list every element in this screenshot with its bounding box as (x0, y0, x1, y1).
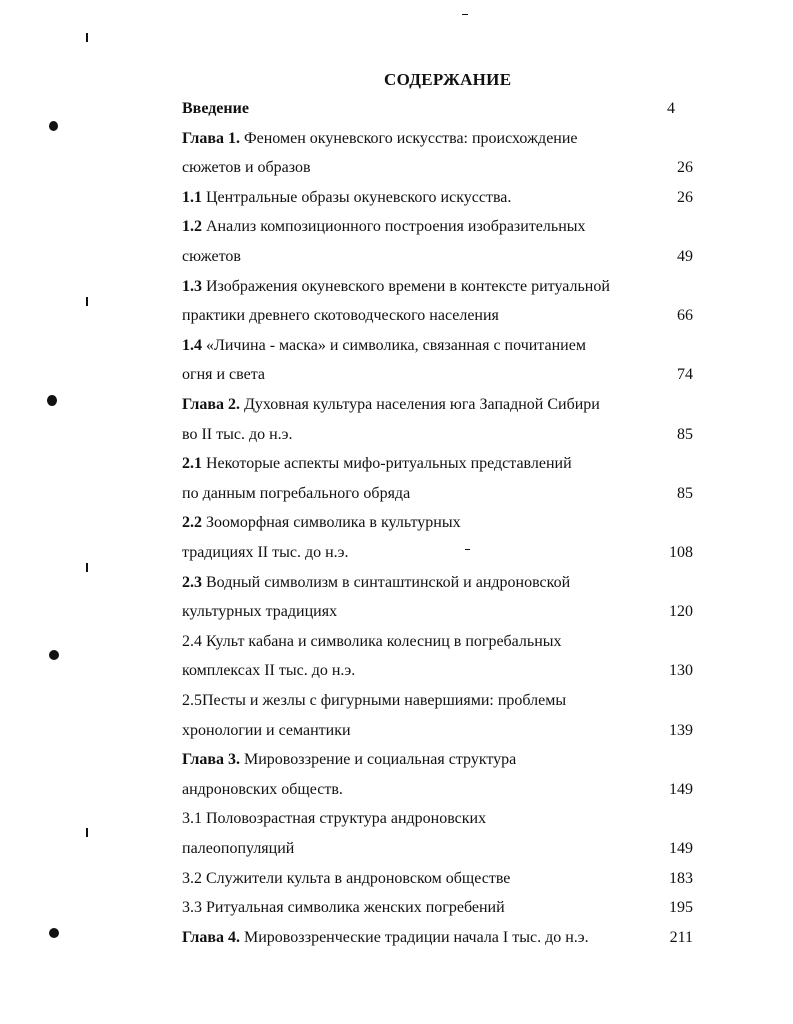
toc-entry-text: Феномен окуневского искусства: происхождение (240, 130, 578, 147)
toc-page-number: 120 (669, 603, 693, 620)
toc-entry-text: комплексах II тыс. до н.э. (182, 662, 356, 679)
toc-page-number: 4 (667, 100, 675, 117)
toc-entry-text: культурных традициях (182, 603, 338, 620)
scan-mark (86, 297, 88, 306)
toc-entry-line (182, 513, 461, 533)
toc-page-number: 85 (677, 485, 693, 502)
toc-entry-text: «Личина - маска» и символика, связанная с почитанием (202, 337, 586, 354)
toc-entry-line (182, 454, 572, 474)
toc-entry-number: 1.3 (182, 278, 202, 295)
punch-hole-mark (49, 121, 58, 131)
toc-entry-line (182, 780, 343, 800)
toc-entry-line (182, 869, 510, 889)
toc-entry-line (182, 217, 586, 237)
toc-entry-text: 3.3 Ритуальная символика женских погребений (182, 899, 505, 916)
toc-entry-line (182, 99, 249, 119)
toc-page-number: 26 (677, 159, 693, 176)
toc-entry-text: 2.5Песты и жезлы с фигурными навершиями: проблемы (182, 692, 567, 709)
scan-mark (462, 14, 468, 15)
toc-page-number: 211 (669, 929, 693, 946)
toc-page-number: 85 (677, 426, 693, 443)
toc-entry-line (182, 839, 294, 859)
toc-page-number: 49 (677, 248, 693, 265)
toc-entry-line (182, 573, 570, 593)
toc-page-number: 74 (677, 366, 693, 383)
punch-hole-mark (49, 928, 59, 938)
toc-entry-text: Зооморфная символика в культурных (202, 514, 461, 531)
toc-entry-text: андроновских обществ. (182, 781, 343, 798)
toc-entry-line (182, 632, 562, 652)
toc-entry-line (182, 602, 337, 622)
scan-mark (465, 549, 470, 550)
toc-entry-line (182, 365, 265, 385)
toc-entry-line (182, 247, 241, 267)
scan-mark (86, 828, 88, 837)
toc-entry-text: огня и света (182, 366, 265, 383)
toc-entry-text: Мировоззренческие традиции начала I тыс. до н.э. (240, 929, 589, 946)
toc-entry-number: 1.2 (182, 218, 202, 235)
toc-entry-line (182, 306, 499, 326)
toc-page-number: 149 (669, 781, 693, 798)
toc-entry-text: традициях II тыс. до н.э. (182, 544, 349, 561)
toc-entry-text: Водный символизм в синташтинской и андроновской (202, 574, 571, 591)
toc-page-number: 66 (677, 307, 693, 324)
toc-page-number: 183 (669, 870, 693, 887)
scan-mark (86, 33, 88, 42)
toc-entry-text: 3.1 Половозрастная структура андроновских (182, 810, 487, 827)
toc-entry-number: Глава 4. (182, 929, 240, 946)
toc-page-number: 139 (669, 722, 693, 739)
toc-entry-line (182, 395, 600, 415)
toc-entry-line (182, 277, 610, 297)
toc-entry-number: 1.4 (182, 337, 202, 354)
toc-entry-text: 3.2 Служители культа в андроновском обществе (182, 870, 511, 887)
toc-entry-text: Изображения окуневского времени в контексте ритуальной (202, 278, 610, 295)
toc-entry-number: Введение (182, 100, 249, 117)
toc-entry-text: Анализ композиционного построения изобразительных (202, 218, 586, 235)
toc-title: СОДЕРЖАНИЕ (384, 70, 512, 89)
toc-entry-line (182, 928, 589, 948)
toc-entry-text: сюжетов (182, 248, 241, 265)
toc-entry-line (182, 158, 311, 178)
toc-entry-line (182, 691, 566, 711)
toc-entry-line (182, 721, 351, 741)
toc-entry-line (182, 543, 349, 563)
toc-entry-text: во II тыс. до н.э. (182, 426, 293, 443)
toc-entry-line (182, 750, 516, 770)
toc-page-number: 26 (677, 189, 693, 206)
toc-entry-number: Глава 2. (182, 396, 240, 413)
toc-entry-line (182, 484, 410, 504)
toc-entry-text: Духовная культура населения юга Западной Сибири (240, 396, 600, 413)
toc-entry-text: палеопопуляций (182, 840, 295, 857)
punch-hole-mark (47, 395, 57, 406)
toc-entry-number: Глава 1. (182, 130, 240, 147)
toc-entry-text: практики древнего скотоводческого населения (182, 307, 499, 324)
punch-hole-mark (49, 650, 59, 660)
toc-page-number: 195 (669, 899, 693, 916)
toc-entry-text: по данным погребального обряда (182, 485, 411, 502)
toc-entry-number: Глава 3. (182, 751, 240, 768)
toc-entry-text: сюжетов и образов (182, 159, 311, 176)
toc-entry-line (182, 129, 578, 149)
toc-entry-text: 2.4 Культ кабана и символика колесниц в погребальных (182, 633, 562, 650)
toc-entry-number: 2.2 (182, 514, 202, 531)
toc-entry-number: 2.1 (182, 455, 202, 472)
scan-mark (86, 563, 88, 572)
toc-entry-number: 2.3 (182, 574, 202, 591)
toc-entry-line (182, 898, 505, 918)
toc-page-number: 130 (669, 662, 693, 679)
toc-entry-text: Некоторые аспекты мифо-ритуальных представлений (202, 455, 572, 472)
toc-entry-text: Мировоззрение и социальная структура (240, 751, 517, 768)
toc-entry-line (182, 188, 511, 208)
toc-page-number: 149 (669, 840, 693, 857)
toc-entry-text: хронологии и семантики (182, 722, 351, 739)
toc-entry-line (182, 809, 486, 829)
toc-entry-line (182, 425, 293, 445)
toc-entry-line (182, 661, 355, 681)
toc-entry-number: 1.1 (182, 189, 202, 206)
toc-entry-line (182, 336, 586, 356)
toc-entry-text: Центральные образы окуневского искусства. (202, 189, 512, 206)
toc-page-number: 108 (669, 544, 693, 561)
